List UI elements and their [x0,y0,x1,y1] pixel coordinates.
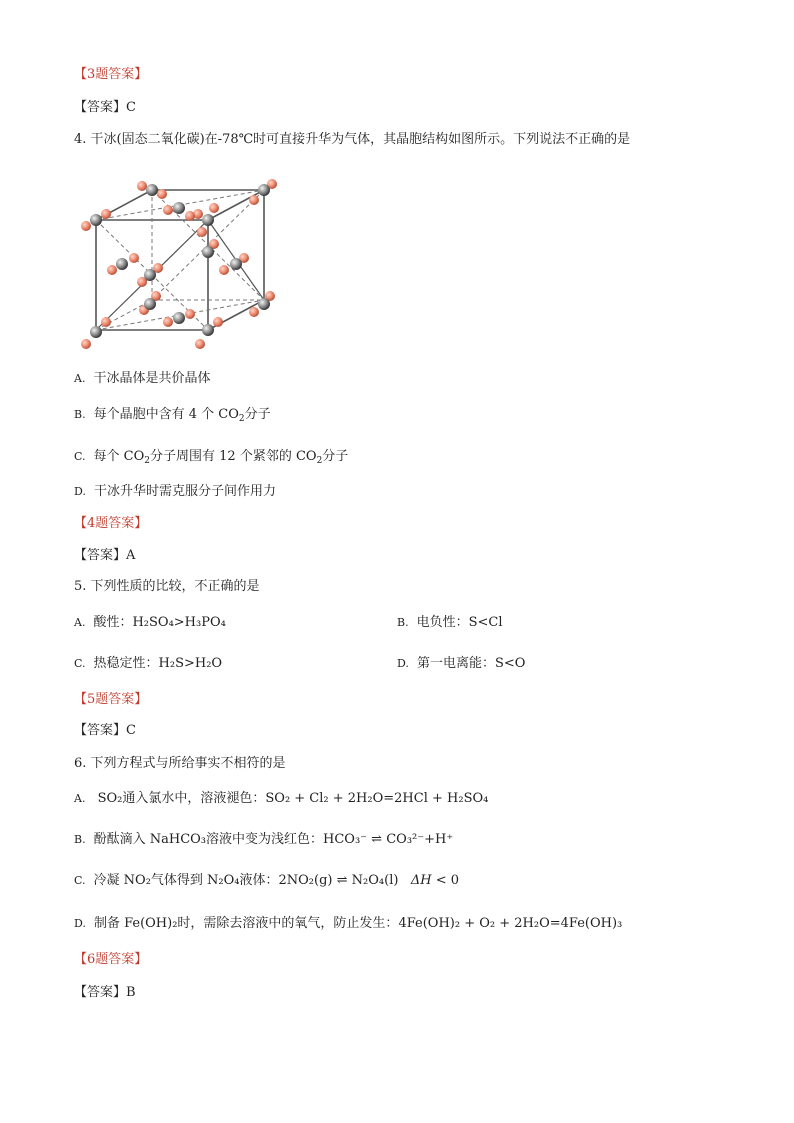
q4-option-c: C. 每个 $CO_2$分子周围有 12 个紧邻的 $CO_2$分子 [74,449,349,466]
q5-header: 【5题答案】 [74,692,148,707]
q6-option-a: A. SO₂通入氯水中，溶液褪色：SO₂ + Cl₂ + 2H₂O=2HCl + H₂SO₄ [74,791,489,806]
q4-option-a: A. 干冰晶体是共价晶体 [74,371,211,386]
q6-stem: 6. 下列方程式与所给事实不相符的是 [74,756,286,771]
q6-option-c: C. 冷凝 NO₂气体得到 N₂O₄液体：2NO₂(g) ⇌ N₂O₄(l) ΔH < 0 [74,873,460,888]
q5-option-b: B. 电负性：S<Cl [397,615,503,630]
q6-option-b: B. 酚酞滴入 NaHCO₃溶液中变为浅红色：HCO₃⁻ ⇌ CO₃²⁻+H⁺ [74,832,454,847]
q4-option-d: D. 干冰升华时需克服分子间作用力 [74,484,276,499]
q4-answer: 【答案】A [74,548,136,563]
q4-stem: 4. 干冰(固态二氧化碳)在-78℃时可直接升华为气体，其晶胞结构如图所示。下列说法不正确的是 [74,132,631,147]
q5-stem: 5. 下列性质的比较，不正确的是 [74,579,260,594]
q3-answer: 【答案】C [74,100,136,115]
q4-option-b: B. 每个晶胞中含有 4 个 $CO_2$分子 [74,407,271,424]
dry-ice-unit-cell-diagram [72,178,282,353]
q4-header: 【4题答案】 [74,516,148,531]
q5-option-a: A. 酸性：H₂SO₄>H₃PO₄ [74,615,226,630]
q6-header: 【6题答案】 [74,952,148,967]
q3-header: 【3题答案】 [74,67,148,82]
q6-answer: 【答案】B [74,985,136,1000]
q5-option-c: C. 热稳定性：H₂S>H₂O [74,656,223,671]
q6-option-d: D. 制备 Fe(OH)₂时，需除去溶液中的氧气，防止发生：4Fe(OH)₂ + O₂ + 2H₂O=4Fe(OH)₃ [74,916,623,931]
q5-option-d: D. 第一电离能：S<O [397,656,526,671]
q5-answer: 【答案】C [74,723,136,738]
